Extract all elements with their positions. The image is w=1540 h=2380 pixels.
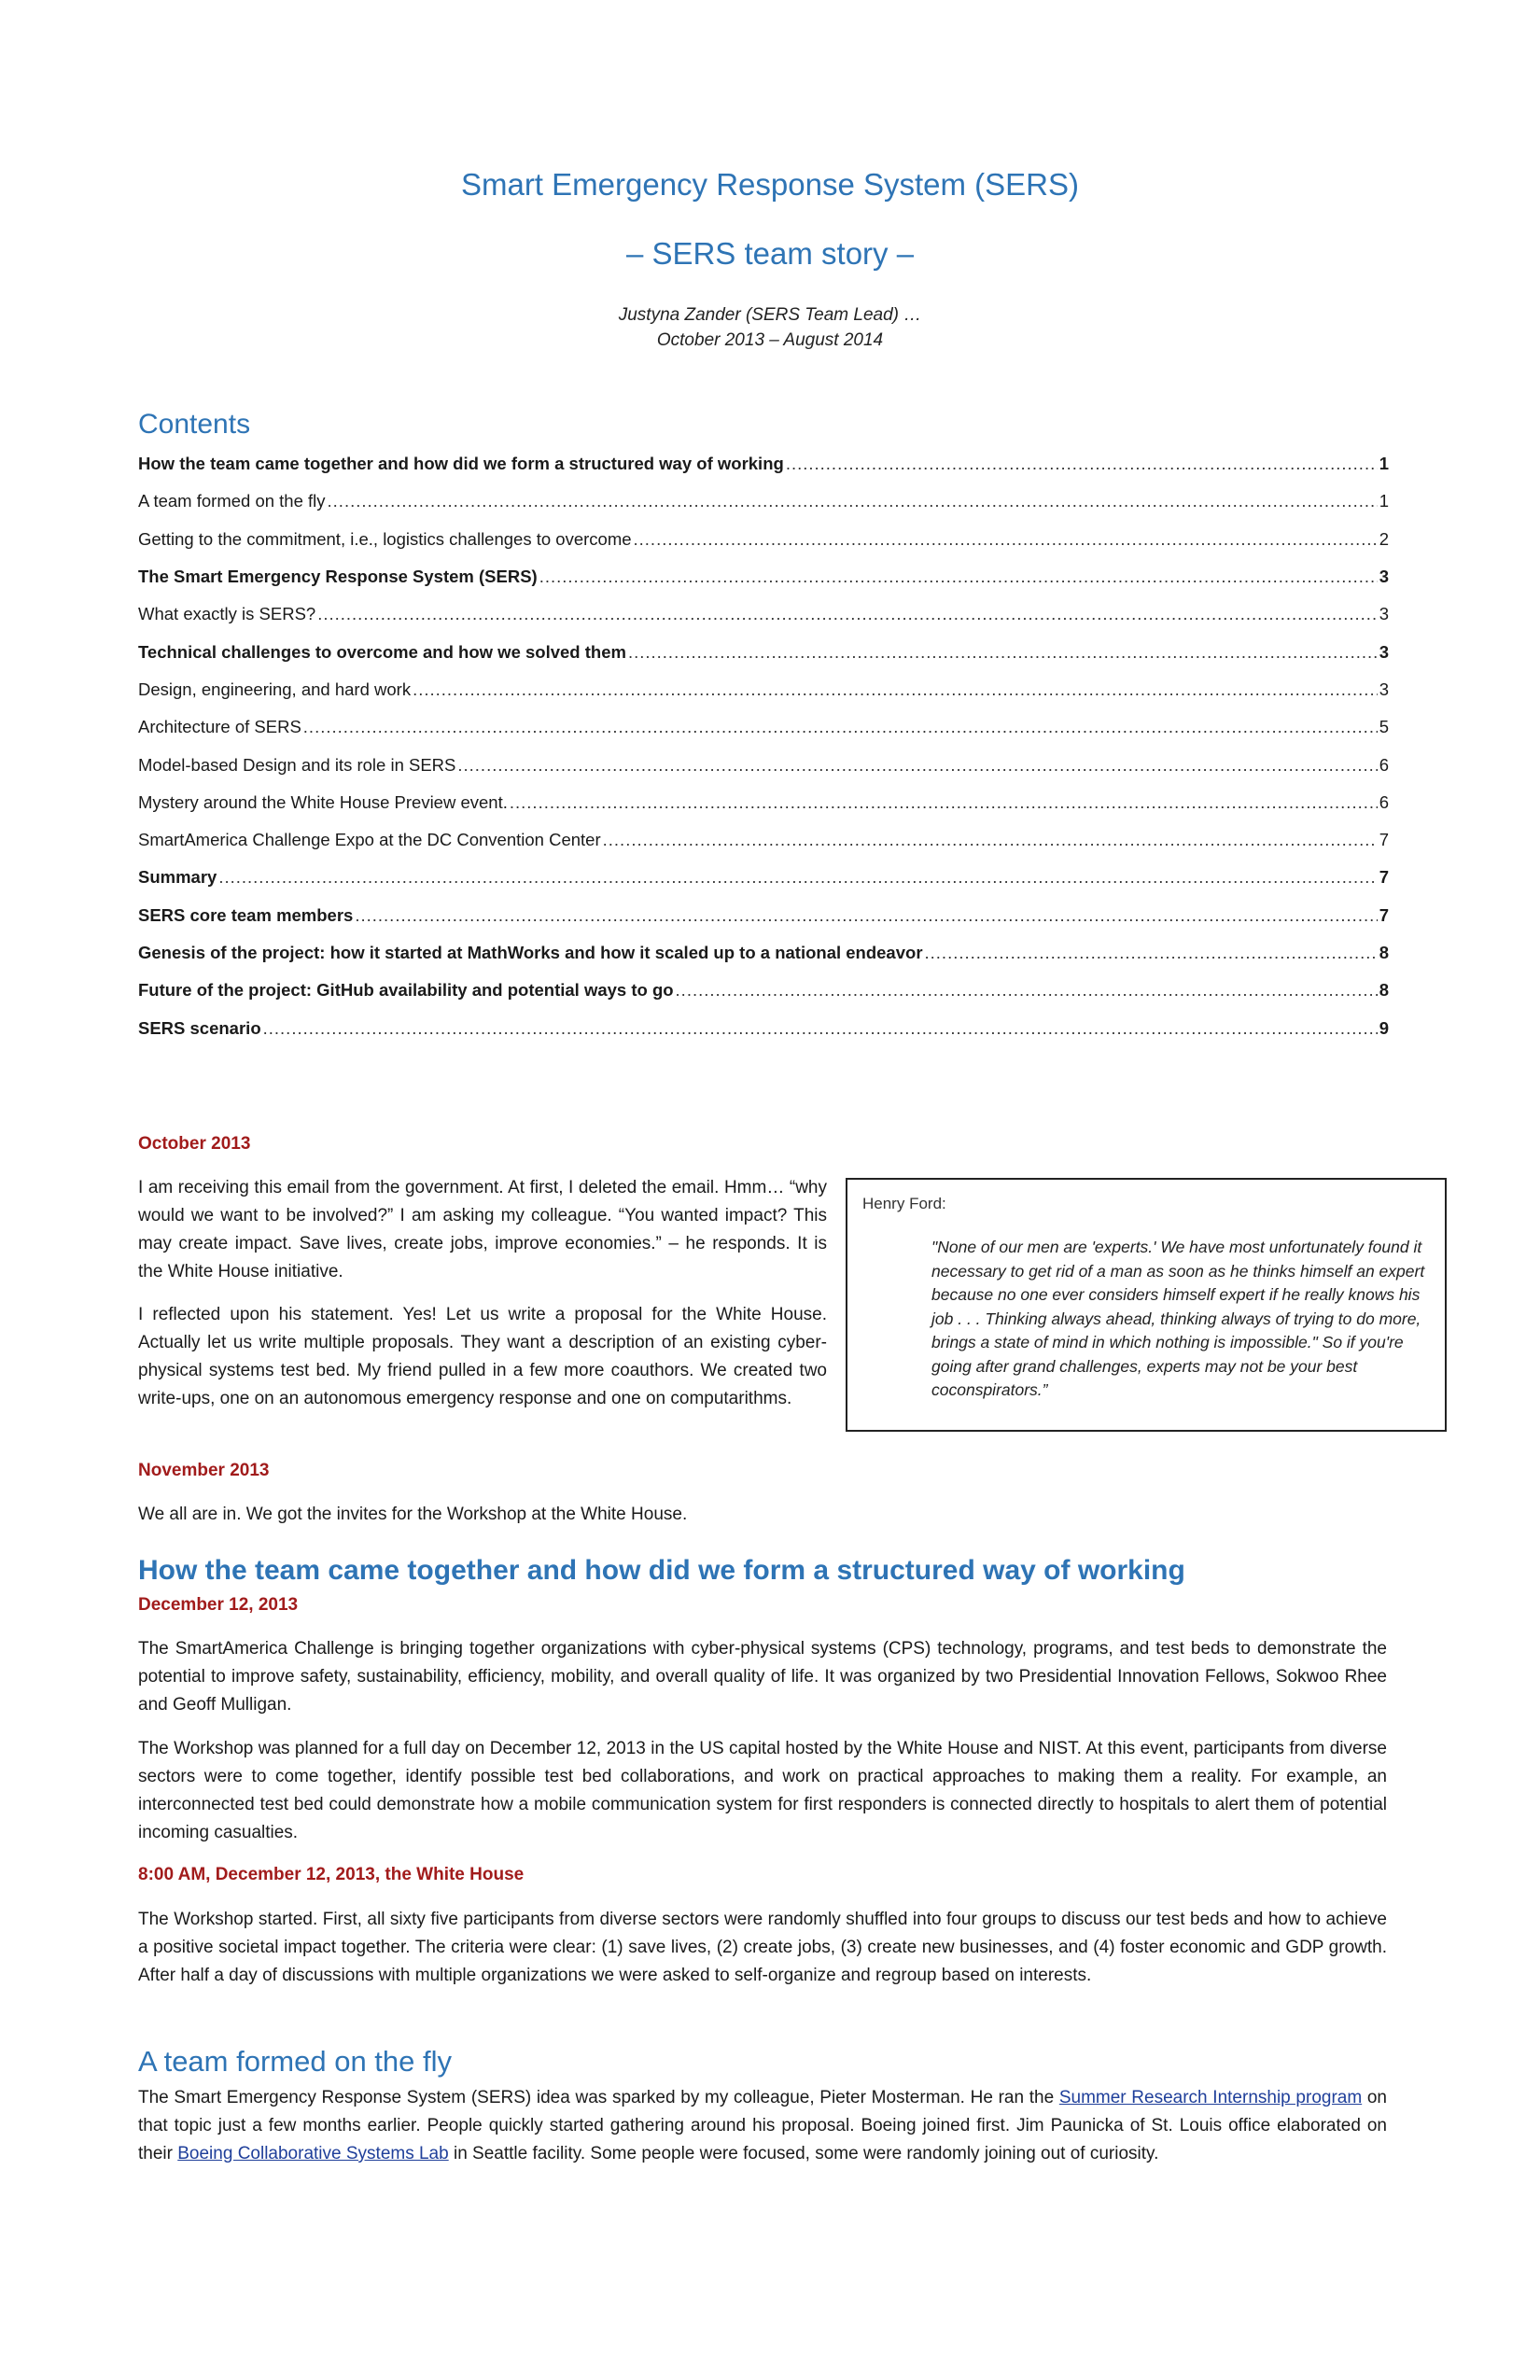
toc-entry-label: Architecture of SERS	[138, 717, 301, 737]
paragraph-october-2: I reflected upon his statement. Yes! Let us write a proposal for the White House. Actually let us write multiple proposals. They want a description of an existing cyber-physical systems test bed. My friend pulled in a few more coauthors. We created two write-ups, one on an autonomous emergency response and one on computarithms.	[138, 1305, 827, 1408]
toc-entry[interactable]	[138, 708, 1389, 746]
toc-entry[interactable]	[138, 784, 1389, 821]
toc-entry-label: SmartAmerica Challenge Expo at the DC Convention Center	[138, 830, 601, 850]
toc-entry-label: Genesis of the project: how it started at MathWorks and how it scaled up to a national endeavor	[138, 943, 923, 962]
toc-entry-page: 3	[1379, 567, 1389, 587]
paragraph-december-1: The SmartAmerica Challenge is bringing together organizations with cyber-physical systems (CPS) technology, programs, and test beds to demonstrate the potential to improve safety, sustainability, efficiency, mobility, and overall quality of life. It was organized by two Presidential Innovation Fellows, Sokwoo Rhee and Geoff Mulligan.	[138, 1639, 1387, 1715]
toc-entry-page: 3	[1379, 679, 1389, 699]
table-of-contents	[138, 445, 1389, 1047]
toc-entry[interactable]	[138, 746, 1389, 783]
quote-text: "None of our men are 'experts.' We have most unfortunately found it necessary to get rid of a man as soon as he thinks himself an expert because no one ever considers himself expert if he really knows his job . . . Thinking always ahead, thinking always of trying to do more, brings a state of mind in which nothing is impossible." So if you're going after grand challenges, experts may not be your best coconspirators.”	[931, 1238, 1425, 1399]
paragraph-text: in Seattle facility. Some people were focused, some were randomly joining out of curiosity.	[448, 2144, 1159, 2163]
toc-entry[interactable]	[138, 671, 1389, 708]
toc-dot-leader	[328, 490, 1378, 512]
toc-entry[interactable]	[138, 859, 1389, 896]
toc-dot-leader	[457, 754, 1377, 777]
date-heading-white-house: 8:00 AM, December 12, 2013, the White House	[138, 1865, 525, 1884]
toc-entry[interactable]	[138, 558, 1389, 595]
toc-entry[interactable]	[138, 483, 1389, 520]
toc-dot-leader	[676, 979, 1378, 1001]
toc-entry[interactable]	[138, 821, 1389, 859]
section-heading-team-came-together: How the team came together and how did we form a structured way of working	[138, 1555, 1185, 1586]
quote-author: Henry Ford:	[862, 1195, 946, 1212]
toc-dot-leader	[628, 641, 1378, 664]
toc-dot-leader	[263, 1017, 1378, 1040]
toc-entry-label: A team formed on the fly	[138, 491, 326, 511]
toc-entry-page: 9	[1379, 1017, 1389, 1038]
toc-entry-label: How the team came together and how did we form a structured way of working	[138, 454, 784, 474]
toc-dot-leader	[218, 866, 1377, 889]
toc-entry-page: 1	[1379, 454, 1389, 474]
toc-dot-leader	[925, 942, 1378, 964]
toc-entry-page: 8	[1379, 980, 1389, 1001]
toc-entry-label: Technical challenges to overcome and how we solved them	[138, 641, 626, 662]
toc-dot-leader	[634, 528, 1378, 551]
toc-entry-label: Model-based Design and its role in SERS	[138, 754, 456, 775]
toc-entry-page: 7	[1379, 867, 1389, 888]
toc-entry-label: SERS scenario	[138, 1017, 261, 1038]
toc-entry-page: 2	[1379, 528, 1389, 549]
toc-entry[interactable]	[138, 972, 1389, 1009]
toc-entry[interactable]	[138, 445, 1389, 483]
paragraph-text: The Smart Emergency Response System (SERS) idea was sparked by my colleague, Pieter Mosterman. He ran the	[138, 2088, 1059, 2107]
paragraph-workshop: The Workshop started. First, all sixty five participants from diverse sectors were randomly shuffled into four groups to discuss our test beds and how to achieve a positive societal impact together. The criteria were clear: (1) save lives, (2) create jobs, (3) create new businesses, and (4) foster economic and GDP growth. After half a day of discussions with multiple organizations we were asked to self-organize and regroup based on interests.	[138, 1910, 1387, 1985]
toc-entry-page: 7	[1379, 904, 1389, 925]
toc-dot-leader	[303, 716, 1378, 738]
paragraph-november: We all are in. We got the invites for the Workshop at the White House.	[138, 1505, 688, 1524]
summer-research-internship-link[interactable]: Summer Research Internship program	[1058, 2088, 1363, 2107]
paragraph-team-on-the-fly	[138, 2084, 1387, 2168]
toc-entry-label: Future of the project: GitHub availability and potential ways to go	[138, 980, 674, 1001]
toc-entry-label: SERS core team members	[138, 904, 354, 925]
paragraph-october-1: I am receiving this email from the government. At first, I deleted the email. Hmm… “why would we want to be involved?” I am asking my colleague. “You wanted impact? This may create impact. Save lives, create jobs, improve economies.” – he responds. It is the White House initiative.	[138, 1178, 827, 1281]
toc-dot-leader	[413, 679, 1378, 701]
toc-entry-page: 5	[1379, 717, 1389, 737]
toc-entry[interactable]	[138, 521, 1389, 558]
boeing-collaborative-systems-lab-link[interactable]: Boeing Collaborative Systems Lab	[177, 2144, 449, 2163]
toc-entry-label: Design, engineering, and hard work	[138, 679, 412, 699]
date-heading-december: December 12, 2013	[138, 1595, 299, 1615]
author-line: Justyna Zander (SERS Team Lead) …	[618, 305, 922, 325]
toc-entry-label: Mystery around the White House Preview event.	[138, 791, 508, 812]
toc-entry[interactable]	[138, 633, 1389, 670]
toc-entry-page: 6	[1379, 754, 1389, 775]
toc-dot-leader	[355, 904, 1377, 927]
toc-entry[interactable]	[138, 1009, 1389, 1046]
toc-entry-page: 7	[1379, 830, 1389, 850]
toc-dot-leader	[317, 603, 1378, 625]
date-heading-november: November 2013	[138, 1461, 270, 1480]
contents-heading: Contents	[138, 409, 251, 440]
toc-dot-leader	[510, 791, 1378, 814]
toc-entry-page: 6	[1379, 791, 1389, 812]
toc-entry[interactable]	[138, 897, 1389, 934]
toc-entry-page: 8	[1379, 943, 1389, 962]
paragraph-text: on that topic just a few months earlier. People quickly started gathering around his proposal. Boeing joined first. Jim Paunicka of St. Louis office elaborated on their	[138, 2088, 1387, 2163]
toc-entry-label: Getting to the commitment, i.e., logistics challenges to overcome	[138, 528, 632, 549]
toc-entry-page: 3	[1379, 604, 1389, 624]
date-range: October 2013 – August 2014	[656, 330, 884, 350]
date-heading-october: October 2013	[138, 1134, 251, 1154]
paragraph-december-2: The Workshop was planned for a full day on December 12, 2013 in the US capital hosted by the White House and NIST. At this event, participants from diverse sectors were to come together, identify possible test bed collaborations, and work on practical approaches to making them a reality. For example, an interconnected test bed could demonstrate how a mobile communication system for first responders is connected directly to hospitals to alert them of potential incoming casualties.	[138, 1739, 1387, 1842]
toc-entry-page: 3	[1379, 641, 1389, 662]
toc-entry-label: Summary	[138, 867, 217, 888]
section-heading-team-on-the-fly: A team formed on the fly	[138, 2045, 453, 2078]
toc-entry-page: 1	[1379, 491, 1389, 511]
toc-entry[interactable]	[138, 934, 1389, 972]
document-subtitle: – SERS team story –	[625, 236, 915, 271]
henry-ford-quote-box	[846, 1178, 1447, 1432]
document-title: Smart Emergency Response System (SERS)	[460, 167, 1080, 202]
toc-dot-leader	[539, 566, 1378, 588]
toc-dot-leader	[786, 453, 1378, 475]
toc-entry-label: The Smart Emergency Response System (SERS)	[138, 567, 538, 587]
toc-entry-label: What exactly is SERS?	[138, 604, 316, 624]
toc-dot-leader	[603, 829, 1378, 851]
toc-entry[interactable]	[138, 595, 1389, 633]
